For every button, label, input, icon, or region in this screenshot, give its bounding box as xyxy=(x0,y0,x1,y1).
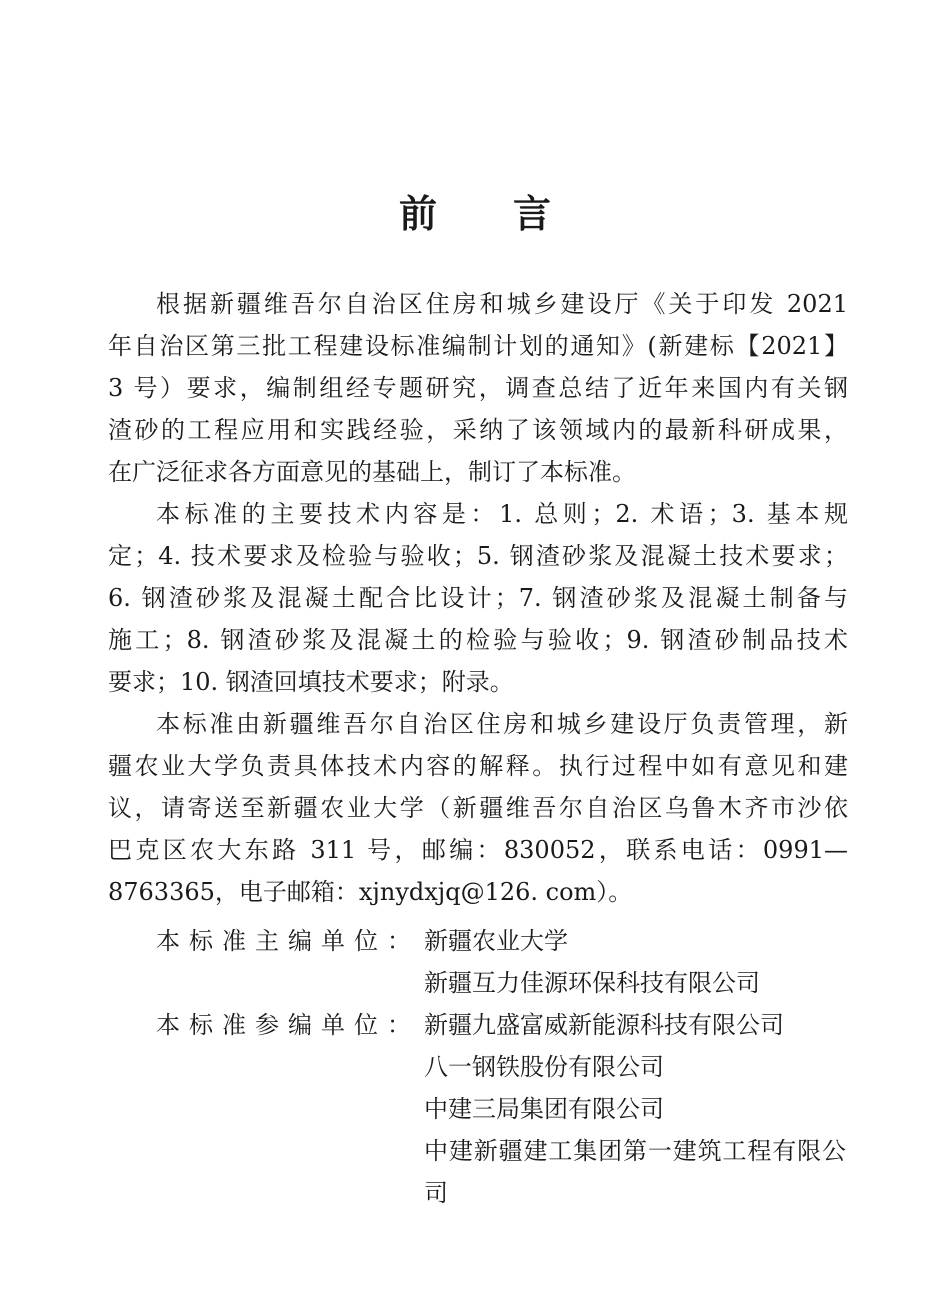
participating-units xyxy=(108,1004,848,1214)
paragraph-line: 疆农业大学负责具体技术内容的解释。执行过程中如有意见和建 xyxy=(108,752,848,780)
chief-editor-units xyxy=(108,920,848,1004)
participating-label: 本标准参编单位： xyxy=(156,1011,420,1039)
unit-name: 新疆互力佳源环保科技有限公司 xyxy=(424,969,760,997)
unit-name: 新疆九盛富威新能源科技有限公司 xyxy=(424,1011,784,1039)
unit-name: 中建新疆建工集团第一建筑工程有限公司 xyxy=(424,1137,846,1207)
editorial-units xyxy=(108,920,848,1214)
paragraph-2 xyxy=(108,493,848,703)
paragraph-line: 要求；10. 钢渣回填技术要求；附录。 xyxy=(108,668,514,696)
paragraph-line: 根据新疆维吾尔自治区住房和城乡建设厅《关于印发 2021 xyxy=(156,290,848,318)
paragraph-line: 议，请寄送至新疆农业大学（新疆维吾尔自治区乌鲁木齐市沙依 xyxy=(108,794,848,822)
paragraph-line: 3 号）要求，编制组经专题研究，调查总结了近年来国内有关钢 xyxy=(108,374,848,402)
paragraph-line: 本标准的主要技术内容是：1. 总则；2. 术语；3. 基本规 xyxy=(156,500,848,528)
participating-list xyxy=(424,1004,848,1214)
paragraph-line: 定；4. 技术要求及检验与验收；5. 钢渣砂浆及混凝土技术要求； xyxy=(108,542,848,570)
title-char-2: 言 xyxy=(513,191,552,236)
title-char-1: 前 xyxy=(398,191,437,236)
paragraph-line: 施工；8. 钢渣砂浆及混凝土的检验与验收；9. 钢渣砂制品技术 xyxy=(108,626,848,654)
paragraph-line: 6. 钢渣砂浆及混凝土配合比设计；7. 钢渣砂浆及混凝土制备与 xyxy=(108,584,848,612)
paragraph-line: 在广泛征求各方面意见的基础上，制订了本标准。 xyxy=(108,458,636,486)
chief-editor-label: 本标准主编单位： xyxy=(156,927,420,955)
unit-name: 八一钢铁股份有限公司 xyxy=(424,1053,664,1081)
paragraph-1 xyxy=(108,283,848,493)
unit-name: 中建三局集团有限公司 xyxy=(424,1095,664,1123)
paragraph-line: 本标准由新疆维吾尔自治区住房和城乡建设厅负责管理，新 xyxy=(156,710,848,738)
chief-editor-list xyxy=(424,920,848,1004)
page-title xyxy=(0,188,950,240)
paragraph-line: 渣砂的工程应用和实践经验，采纳了该领域内的最新科研成果， xyxy=(108,416,848,444)
preface-body xyxy=(108,283,848,913)
paragraph-line: 巴克区农大东路 311 号，邮编：830052，联系电话：0991— xyxy=(108,836,848,864)
paragraph-line: 8763365，电子邮箱：xjnydxjq@126. com）。 xyxy=(108,878,633,906)
unit-name: 新疆农业大学 xyxy=(424,927,568,955)
paragraph-line: 年自治区第三批工程建设标准编制计划的通知》(新建标【2021】 xyxy=(108,332,848,360)
paragraph-3 xyxy=(108,703,848,913)
